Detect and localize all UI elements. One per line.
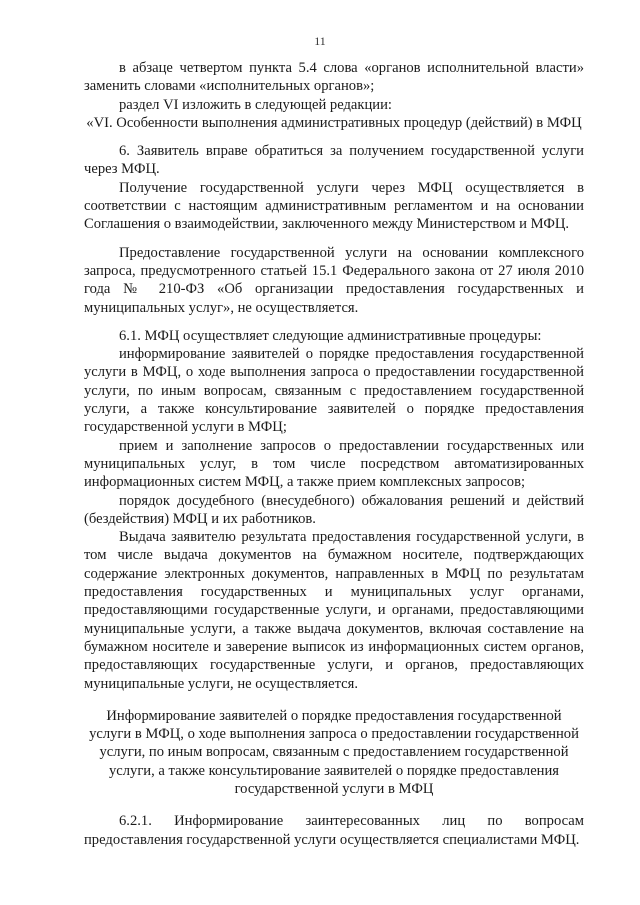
paragraph-6-complex-request: Предоставление государственной услуги на основании комплексного запроса, предусмотренного статьей 15.1 Федерального закона от 27 июля 2010 года № 210-ФЗ «Об организации предоставления государственных и муниципальных услуг», не осуществляется. (84, 244, 584, 316)
paragraph-section-vi-intro: раздел VI изложить в следующей редакции: (119, 96, 392, 113)
section-heading-vi: «VI. Особенности выполнения административных процедур (действий) в МФЦ (86, 114, 582, 131)
paragraph-result-issuance: Выдача заявителю результата предоставления государственной услуги, в том числе выдача документов на бумажном носителе, подтверждающих содержание электронных документов, направленных в МФЦ по результатам предоставления государственных и муниципальных услуг органами, предоставляющими государственные услуги, и органами, предоставляющими муниципальные услуги, а также выдача документов, включая составление на бумажном носителе и заверение выписок из информационных систем органов, предоставляющих государственные услуги, и органов, предоставляющих муниципальные услуги, не осуществляется. (84, 529, 584, 692)
page-number: 11 (314, 34, 326, 48)
paragraph-6-receipt: Получение государственной услуги через МФЦ осуществляется в соответствии с настоящим административным регламентом и на основании Соглашения о взаимодействии, заключенного между Министерством и МФЦ. (84, 179, 584, 233)
paragraph-6-1: 6.1. МФЦ осуществляет следующие административные процедуры: (119, 327, 542, 344)
subheading-informing: Информирование заявителей о порядке предоставления государственной услуги в МФЦ, о ходе выполнения запроса о предоставлении государственной услуги, по иным вопросам, связанным с предоставлением государственной услуги, а также консультирование заявителей о порядке предоставления государственной услуги в МФЦ (89, 707, 579, 797)
list-item-reception: прием и заполнение запросов о предоставлении государственных или муниципальных услуг, в том числе посредством автоматизированных информационных систем МФЦ, а также прием комплексных запросов; (84, 437, 584, 491)
paragraph-6-2-1: 6.2.1. Информирование заинтересованных лиц по вопросам предоставления государственной услуги осуществляется специалистами МФЦ. (84, 813, 584, 848)
document-body (84, 59, 584, 849)
list-item-appeal: порядок досудебного (внесудебного) обжалования решений и действий (бездействия) МФЦ и их работников. (84, 492, 584, 527)
paragraph-amendment-5-4: в абзаце четвертом пункта 5.4 слова «органов исполнительной власти» заменить словами «исполнительных органов»; (84, 60, 584, 95)
paragraph-6: 6. Заявитель вправе обратиться за получением государственной услуги через МФЦ. (84, 143, 584, 178)
list-item-informing: информирование заявителей о порядке предоставления государственной услуги в МФЦ, о ходе выполнения запроса о предоставлении государственной услуги, по иным вопросам, связанным с предоставлением государственной услуги, а также консультирование заявителей о порядке предоставления государственной услуги в МФЦ; (84, 346, 584, 436)
